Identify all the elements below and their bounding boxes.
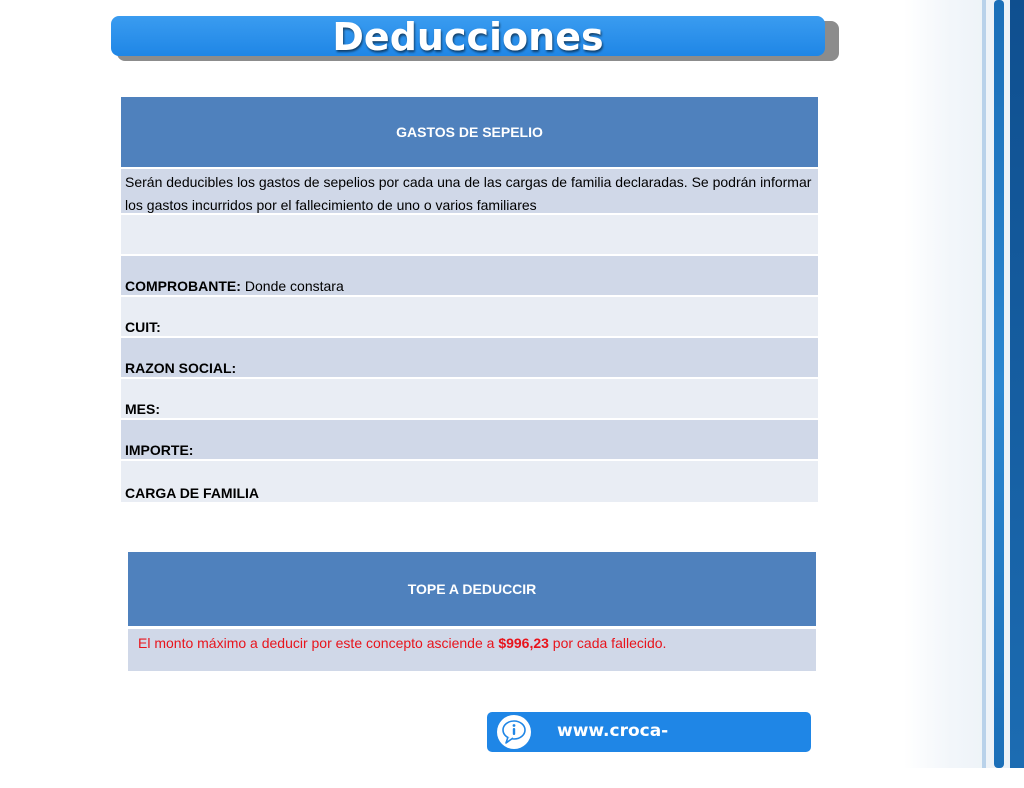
row-value: Donde constara xyxy=(244,278,344,294)
table-row-empty xyxy=(121,215,818,256)
table-description: Serán deducibles los gastos de sepelios por cada una de las cargas de familia declaradas. Se podrán informar los gastos incurridos por el fallecimiento de uno o varios familiares xyxy=(121,169,818,215)
row-label: COMPROBANTE: xyxy=(125,278,241,294)
row-label: RAZON SOCIAL: xyxy=(125,360,237,376)
tope-amount: $996,23 xyxy=(498,635,549,651)
row-label: CUIT: xyxy=(125,319,161,335)
row-label: IMPORTE: xyxy=(125,442,194,458)
sepelio-table xyxy=(121,97,818,502)
website-url[interactable]: www.croca-consultores.com xyxy=(557,721,715,779)
title-bar xyxy=(111,15,825,59)
table-header: GASTOS DE SEPELIO xyxy=(121,97,818,169)
tope-table xyxy=(128,552,816,671)
table-row-mes xyxy=(121,379,818,420)
row-label: CARGA DE FAMILIA xyxy=(125,485,260,501)
table-header: TOPE A DEDUCCIR xyxy=(128,552,816,629)
decorative-side-band xyxy=(904,0,1024,768)
page-title: Deducciones xyxy=(332,15,604,59)
decorative-stripe xyxy=(994,0,1004,768)
table-row-importe xyxy=(121,420,818,461)
table-row-carga-familia xyxy=(121,461,818,502)
decorative-stripe xyxy=(982,0,986,768)
table-row-razon-social xyxy=(121,338,818,379)
table-row-cuit xyxy=(121,297,818,338)
tope-text-before: El monto máximo a deducir por este concepto asciende a xyxy=(138,635,499,651)
table-row-comprobante xyxy=(121,256,818,297)
tope-description xyxy=(128,629,816,671)
decorative-stripe xyxy=(1010,0,1024,768)
row-label: MES: xyxy=(125,401,160,417)
info-speech-bubble-icon xyxy=(497,715,531,749)
tope-text-after: por cada fallecido. xyxy=(548,635,667,651)
website-banner[interactable] xyxy=(487,712,811,779)
